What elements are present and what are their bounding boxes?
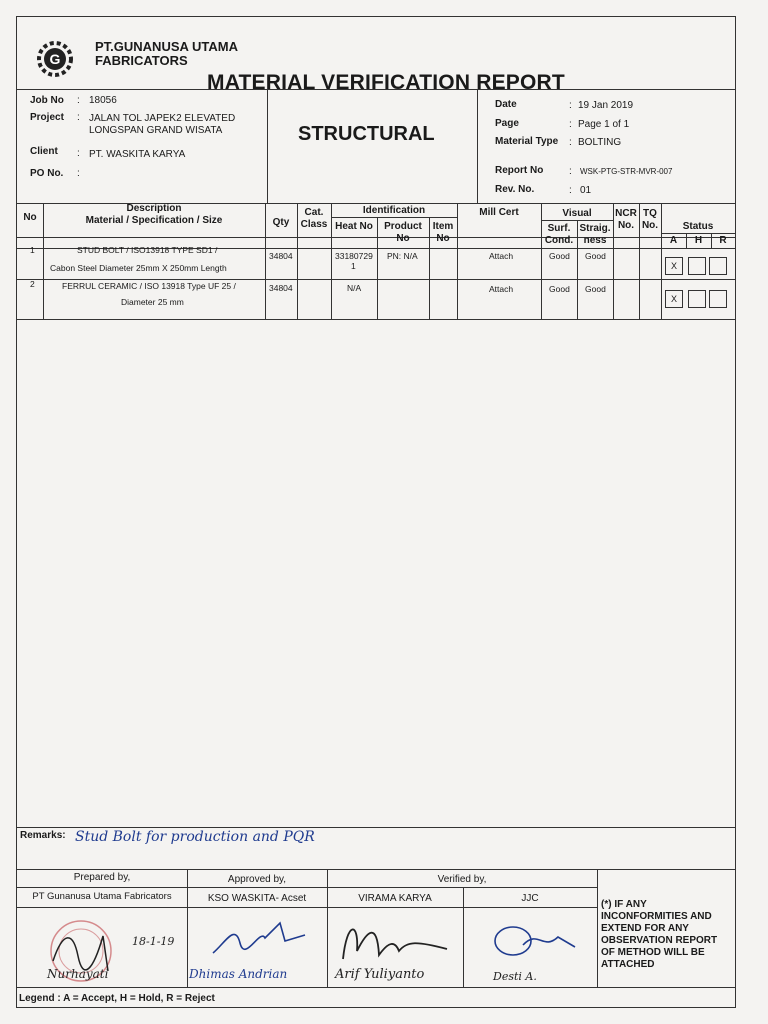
row-product-no: PN: N/A — [387, 251, 418, 261]
project-label: Project — [30, 112, 64, 123]
row-mill-cert: Attach — [489, 284, 514, 294]
row-desc-line1: STUD BOLT / ISO13918 TYPE SD1 / — [77, 245, 218, 255]
virama-signature-name: Arif Yuliyanto — [335, 967, 425, 982]
prepared-signature-date: 18-1-19 — [132, 935, 175, 948]
date-value: 19 Jan 2019 — [578, 100, 634, 111]
row-desc-line1: FERRUL CERAMIC / ISO 13918 Type UF 25 / — [62, 281, 236, 291]
row-surf-cond: Good — [549, 251, 570, 261]
col-status-header: Status — [682, 221, 714, 232]
material-type-value: BOLTING — [578, 137, 622, 148]
verifier-virama-org: VIRAMA KARYA — [358, 893, 432, 904]
row-desc-line2: Cabon Steel Diameter 25mm X 250mm Length — [50, 263, 227, 273]
col-no-header: No — [23, 212, 37, 223]
status-h-header: H — [694, 235, 703, 246]
divider — [477, 89, 478, 203]
col-tq-header: TQ No. — [641, 208, 659, 231]
col-ncr-header: NCR No. — [615, 208, 637, 231]
approved-org: KSO WASKITA- Acset — [207, 893, 307, 904]
project-value: JALAN TOL JAPEK2 ELEVATED LONGSPAN GRAND WISATA — [89, 113, 236, 136]
remarks-top-divider — [17, 827, 735, 828]
col-surf-cond-header: Surf. Cond. — [544, 223, 574, 246]
inconformity-note: (*) IF ANY INCONFORMITIES AND EXTEND FOR ANY OBSERVATION REPORT OF METHOD WILL BE ATTACHED — [601, 899, 718, 970]
row-qty: 34804 — [269, 251, 293, 261]
prepared-org: PT Gunanusa Utama Fabricators — [32, 891, 172, 902]
page-value: Page 1 of 1 — [578, 119, 630, 130]
jjc-signature-name: Desti A. — [493, 970, 537, 983]
verified-by-label: Verified by, — [437, 874, 487, 885]
row-divider — [17, 279, 735, 280]
report-no-label: Report No — [495, 165, 544, 176]
col-visual-header: Visual — [562, 208, 592, 219]
remarks-label: Remarks: — [20, 830, 66, 841]
col-identification-header: Identification — [362, 205, 426, 216]
date-label: Date — [495, 99, 517, 110]
page-label: Page — [495, 118, 519, 129]
col-cat-class-header: Cat. Class — [300, 207, 328, 230]
col-product-no-header: Product No — [384, 221, 422, 244]
col-mill-cert-header: Mill Cert — [479, 207, 519, 218]
table-bottom — [17, 319, 735, 320]
prepared-signature-name: Nurhayati — [47, 967, 109, 981]
status-accept-checkbox[interactable]: X — [665, 290, 683, 308]
rev-label: Rev. No. — [495, 184, 535, 195]
company-name: PT.GUNANUSA UTAMA FABRICATORS — [95, 39, 238, 68]
divider — [267, 89, 268, 203]
row-straightness: Good — [585, 251, 606, 261]
col-heat-no-header: Heat No — [335, 221, 373, 232]
status-reject-checkbox[interactable] — [709, 257, 727, 275]
status-hold-checkbox[interactable] — [688, 290, 706, 308]
report-page: G PT.GUNANUSA UTAMA FABRICATORS MATERIAL VERIFICATION REPORT Job No : 18056 Project : JALAN TOL JAPEK2 ELEVATED LONGSPAN GRAND WISATA Client : PT. WASKITA KARYA PO No. : STRUCTURAL Date : 19 Jan 2019 Page : Page 1 of 1 Material Type : BOLTING Report No : WSK-PTG-STR-MVR-007 Rev. No. : 01 No Description Material / Specification / Size Qty Cat. Class Identification Heat No Product No Item No Mill Cert Visual Surf. Cond. Straig. ness NCR No. TQ No. Status A H R 1 STUD BOLT / ISO13918 TYPE SD1 / Cabon Steel Diameter 25mm X 250mm Length 34804 33180729 1 PN: N/A Attach Good Good X 2 FERRUL CERAMIC / ISO 13918 Type UF 25 / Diameter 25 mm 34804 N/A Attach Good Good X Remarks: Stud Bolt for production and PQR Prepared by, Approved by, Verified by, PT Gunanusa Utama Fabricators KSO WASKITA- Acset VIRAMA KARYA JJC 18-1-19 Nurhayati Dhimas Andrian Arif Yuliyanto Desti A. (*) IF ANY INCONFORMITIES AND EXTEND FOR ANY OBSERVATION REPORT OF METHOD WILL BE ATTACHED Legend : A = Accept, H = Hold, R = Reject — [16, 16, 736, 1008]
svg-text:G: G — [49, 51, 61, 67]
status-accept-checkbox[interactable]: X — [665, 257, 683, 275]
job-no-label: Job No — [30, 95, 64, 106]
legend: Legend : A = Accept, H = Hold, R = Reject — [19, 993, 215, 1004]
report-title: MATERIAL VERIFICATION REPORT — [207, 71, 565, 94]
client-value: PT. WASKITA KARYA — [89, 149, 186, 160]
verifier-jjc-org: JJC — [521, 893, 539, 904]
remarks-text: Stud Bolt for production and PQR — [75, 829, 315, 845]
client-label: Client — [30, 146, 58, 157]
col-item-no-header: Item No — [432, 221, 454, 244]
approved-signature-name: Dhimas Andrian — [189, 967, 288, 981]
report-no-value: WSK-PTG-STR-MVR-007 — [580, 167, 673, 176]
po-label: PO No. — [30, 168, 64, 179]
row-desc-line2: Diameter 25 mm — [121, 297, 184, 307]
status-hold-checkbox[interactable] — [688, 257, 706, 275]
prepared-by-label: Prepared by, — [73, 872, 131, 883]
job-no-value: 18056 — [89, 95, 117, 106]
rev-value: 01 — [580, 185, 592, 196]
row-surf-cond: Good — [549, 284, 570, 294]
col-qty-header: Qty — [272, 217, 290, 228]
row-mill-cert: Attach — [489, 251, 514, 261]
status-a-header: A — [669, 235, 678, 246]
status-r-header: R — [719, 235, 727, 246]
status-reject-checkbox[interactable] — [709, 290, 727, 308]
approved-by-label: Approved by, — [227, 874, 287, 885]
row-heat-no: 33180729 1 — [335, 251, 373, 271]
col-straightness-header: Straig. ness — [579, 223, 611, 246]
row-no: 1 — [30, 245, 35, 255]
material-type-label: Material Type — [495, 136, 559, 147]
signature-top-divider — [17, 869, 735, 870]
col-description-header: Description Material / Specification / Size — [85, 203, 223, 226]
row-heat-no: N/A — [347, 283, 362, 293]
company-logo-icon — [35, 39, 75, 79]
row-straightness: Good — [585, 284, 606, 294]
row-qty: 34804 — [269, 283, 293, 293]
category-title: STRUCTURAL — [298, 123, 435, 145]
row-no: 2 — [30, 279, 35, 289]
table-header-divider — [17, 237, 735, 238]
divider — [17, 89, 735, 90]
